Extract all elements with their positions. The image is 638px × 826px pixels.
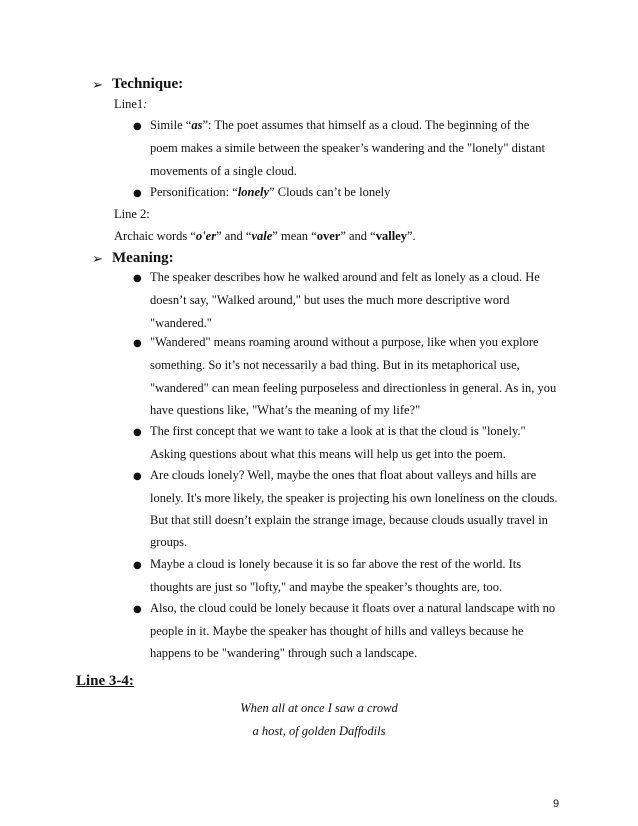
meaning-bullet-line: Maybe a cloud is lonely because it is so far above the rest of the world. Its [150, 557, 522, 571]
meaning-bullet-line: Asking questions about what this means will help us get into the poem. [150, 447, 506, 461]
line1-label: Line1: [114, 97, 148, 111]
meaning-heading: Meaning: [112, 250, 174, 266]
meaning-bullet-line: have questions like, "What’s the meaning of my life?" [150, 403, 421, 417]
technique-bullet-line: movements of a single cloud. [150, 164, 297, 178]
technique-bullet-line: poem makes a simile between the speaker’s wandering and the "lonely" distant [150, 141, 545, 155]
meaning-bullet-line: But that still doesn’t explain the strange image, because clouds usually travel in [150, 513, 548, 527]
line2-label: Line 2: [114, 207, 150, 221]
verse-line: a host, of golden Daffodils [252, 724, 386, 738]
meaning-bullet-line: "wandered." [150, 316, 212, 330]
page-number: 9 [553, 798, 560, 810]
meaning-bullet-line: happens to be "wandering" through such a landscape. [150, 646, 418, 660]
meaning-bullet-line: Also, the cloud could be lonely because it floats over a natural landscape with no [150, 601, 556, 615]
meaning-bullet-line: people in it. Maybe the speaker has thought of hills and valleys because he [150, 624, 524, 638]
meaning-bullet-line: doesn’t say, "Walked around," but uses the much more descriptive word [150, 293, 510, 307]
meaning-bullet-line: Are clouds lonely? Well, maybe the ones that float about valleys and hills are [150, 468, 537, 482]
bullet-dot-icon: ● [133, 427, 142, 438]
verse-line: When all at once I saw a crowd [240, 701, 398, 715]
bullet-dot-icon: ● [133, 471, 142, 482]
meaning-bullet-line: something. So it’s not necessarily a bad thing. But in its metaphorical use, [150, 358, 520, 372]
bullet-dot-icon: ● [133, 273, 142, 284]
technique-bullet-simile: Simile “as”: The poet assumes that himself as a cloud. The beginning of the [150, 118, 530, 132]
arrow-bullet-icon: ➢ [92, 252, 103, 267]
meaning-bullet-line: The first concept that we want to take a look at is that the cloud is "lonely." [150, 424, 526, 438]
technique-heading: Technique: [112, 76, 184, 92]
bullet-dot-icon: ● [133, 338, 142, 349]
arrow-bullet-icon: ➢ [92, 78, 103, 93]
meaning-bullet-line: The speaker describes how he walked around and felt as lonely as a cloud. He [150, 270, 540, 284]
line34-heading: Line 3-4: [76, 673, 134, 689]
meaning-bullet-line: lonely. It's more likely, the speaker is projecting his own loneliness on the clouds. [150, 491, 558, 505]
technique-bullet-personification: Personification: “lonely” Clouds can’t be lonely [150, 185, 391, 199]
bullet-dot-icon: ● [133, 560, 142, 571]
meaning-bullet-line: groups. [150, 535, 188, 549]
meaning-bullet-line: thoughts are just so "lofty," and maybe the speaker’s thoughts are, too. [150, 580, 503, 594]
bullet-dot-icon: ● [133, 604, 142, 615]
bullet-dot-icon: ● [133, 121, 142, 132]
bullet-dot-icon: ● [133, 188, 142, 199]
meaning-bullet-line: "wandered" can mean feeling purposeless and directionless in general. As in, you [150, 381, 557, 395]
meaning-bullet-line: "Wandered" means roaming around without a purpose, like when you explore [150, 335, 539, 349]
archaic-words-text: Archaic words “o'er” and “vale” mean “over” and “valley”. [114, 229, 416, 243]
